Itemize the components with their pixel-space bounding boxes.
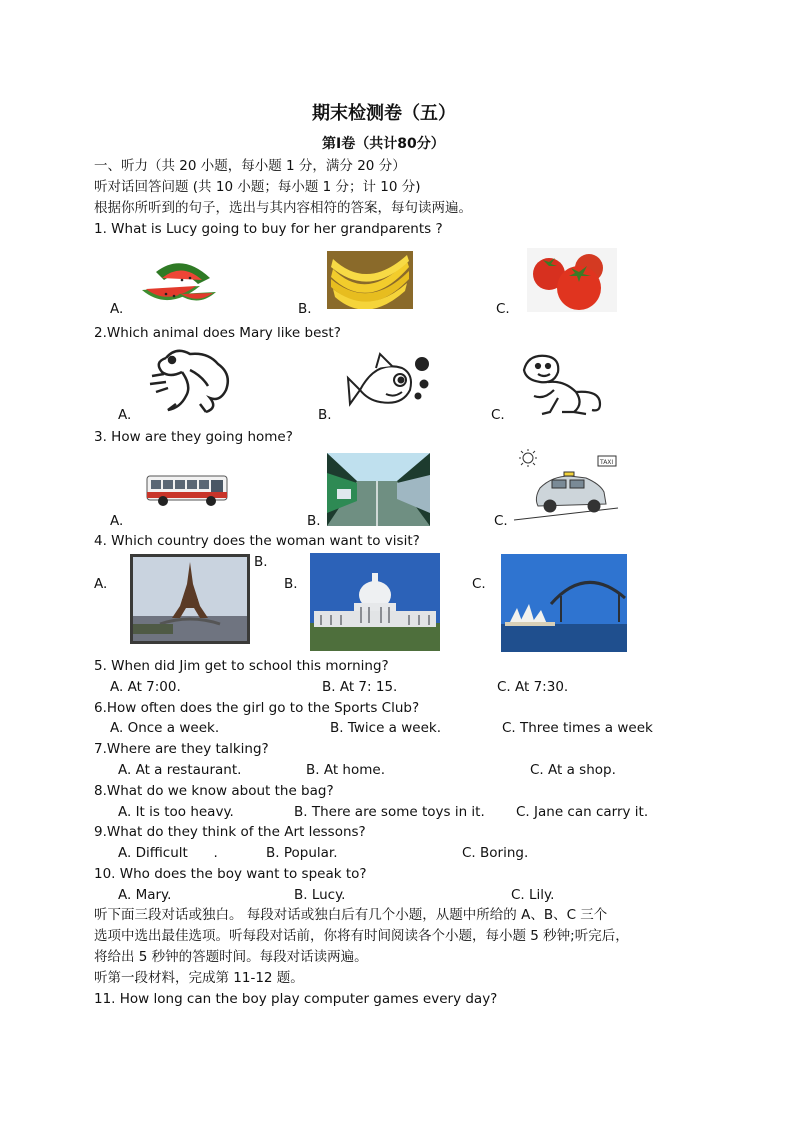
q3-option-c[interactable]: C. — [494, 513, 508, 529]
fish-image — [346, 350, 434, 416]
monkey-image — [514, 350, 606, 420]
eiffel-tower-image — [130, 554, 250, 644]
q4-option-a[interactable]: A. — [94, 576, 108, 592]
q3-option-a[interactable]: A. — [110, 513, 124, 529]
question-6: 6.How often does the girl go to the Sports Club? — [94, 700, 420, 716]
bananas-image — [327, 251, 413, 309]
question-3: 3. How are they going home? — [94, 429, 293, 445]
sydney-opera-house-image — [501, 554, 627, 652]
q9-option-c[interactable]: C. Boring. — [462, 845, 529, 861]
question-5: 5. When did Jim get to school this morning? — [94, 658, 389, 674]
question-4: 4. Which country does the woman want to visit? — [94, 533, 420, 549]
q8-option-c[interactable]: C. Jane can carry it. — [516, 804, 649, 820]
bus-image — [145, 472, 229, 508]
part2-subheading: 听第一段材料，完成第 11-12 题。 — [94, 970, 304, 986]
part1-instructions: 根据你所听到的句子，选出与其内容相符的答案，每句读两遍。 — [94, 200, 472, 216]
part1-intro: 听对话回答问题 (共 10 小题；每小题 1 分；计 10 分) — [94, 179, 421, 195]
q10-option-c[interactable]: C. Lily. — [511, 887, 555, 903]
subway-image — [327, 453, 430, 526]
svg-text:TAXI: TAXI — [600, 459, 614, 466]
q1-option-c[interactable]: C. — [496, 301, 510, 317]
q7-option-a[interactable]: A. At a restaurant. — [118, 762, 242, 778]
q9-option-b[interactable]: B. Popular. — [266, 845, 338, 861]
taxi-image — [512, 448, 620, 526]
listening-heading: 一、听力（共 20 小题，每小题 1 分，满分 20 分） — [94, 158, 406, 174]
q6-option-b[interactable]: B. Twice a week. — [330, 720, 441, 736]
page-title: 期末检测卷（五） — [312, 103, 456, 124]
q7-option-b[interactable]: B. At home. — [306, 762, 385, 778]
q5-option-a[interactable]: A. At 7:00. — [110, 679, 181, 695]
section-subtitle: 第I卷（共计80分） — [322, 136, 445, 152]
q9-option-a[interactable]: A. Difficult . — [118, 845, 218, 861]
tomatoes-image — [527, 248, 617, 312]
q2-option-a[interactable]: A. — [118, 407, 132, 423]
q3-option-b[interactable]: B. — [307, 513, 321, 529]
question-11: 11. How long can the boy play computer games every day? — [94, 991, 498, 1007]
part2-instructions-line1: 听下面三段对话或独白。 每段对话或独白后有几个小题，从题中所给的 A、B、C 三个 — [94, 907, 608, 923]
q6-option-c[interactable]: C. Three times a week — [502, 720, 653, 736]
question-2: 2.Which animal does Mary like best? — [94, 325, 341, 341]
capitol-image — [310, 553, 440, 651]
q5-option-c[interactable]: C. At 7:30. — [497, 679, 569, 695]
question-10: 10. Who does the boy want to speak to? — [94, 866, 367, 882]
q8-option-b[interactable]: B. There are some toys in it. — [294, 804, 485, 820]
watermelon-image — [138, 250, 218, 308]
q4-option-b[interactable]: B. — [284, 576, 298, 592]
q1-option-b[interactable]: B. — [298, 301, 312, 317]
frog-image — [146, 346, 238, 416]
q8-option-a[interactable]: A. It is too heavy. — [118, 804, 234, 820]
question-8: 8.What do we know about the bag? — [94, 783, 334, 799]
question-1: 1. What is Lucy going to buy for her grandparents ? — [94, 221, 443, 237]
q7-option-c[interactable]: C. At a shop. — [530, 762, 616, 778]
part2-instructions-line2: 选项中选出最佳选项。听每段对话前，你将有时间阅读各个小题，每小题 5 秒钟;听完后， — [94, 928, 629, 944]
q2-option-c[interactable]: C. — [491, 407, 505, 423]
q6-option-a[interactable]: A. Once a week. — [110, 720, 220, 736]
q5-option-b[interactable]: B. At 7: 15. — [322, 679, 398, 695]
q1-option-a[interactable]: A. — [110, 301, 124, 317]
part2-instructions-line3: 将给出 5 秒钟的答题时间。每段对话读两遍。 — [94, 949, 368, 965]
question-7: 7.Where are they talking? — [94, 741, 269, 757]
question-9: 9.What do they think of the Art lessons? — [94, 824, 366, 840]
q4-option-c[interactable]: C. — [472, 576, 486, 592]
q2-option-b[interactable]: B. — [318, 407, 332, 423]
q4-stray-b: B. — [254, 554, 268, 570]
q10-option-a[interactable]: A. Mary. — [118, 887, 172, 903]
q10-option-b[interactable]: B. Lucy. — [294, 887, 346, 903]
